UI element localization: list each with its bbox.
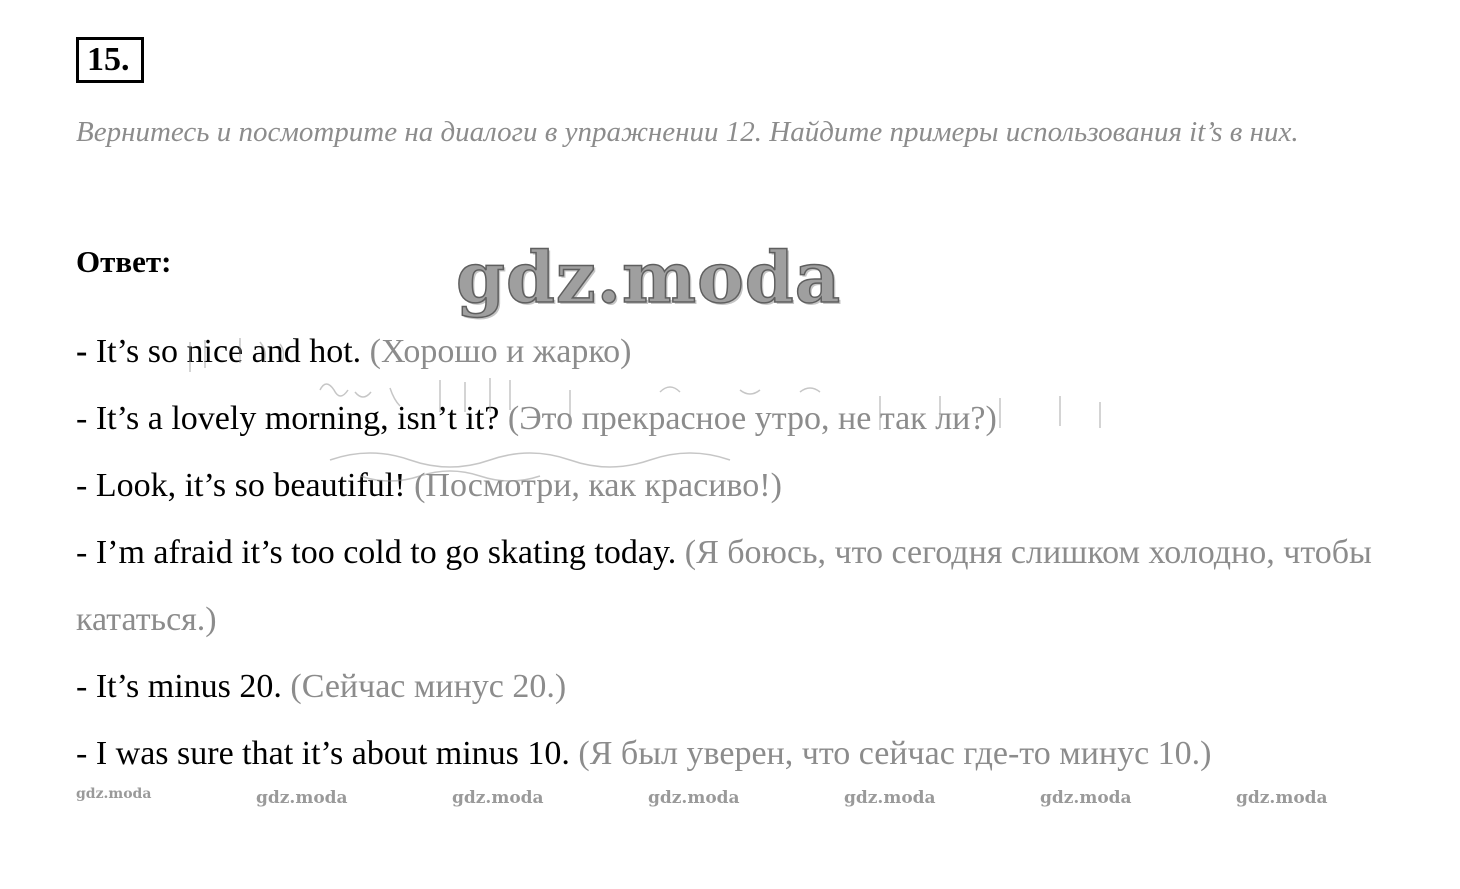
watermark-logo: gdz.moda <box>456 236 842 319</box>
answer-line <box>76 519 1376 653</box>
answer-line <box>76 720 1376 787</box>
watermark-text: gdz.moda <box>648 788 740 808</box>
answer-english: It’s so nice and hot. <box>87 333 362 370</box>
watermark-text: gdz.moda <box>844 788 936 808</box>
watermark-text: gdz.moda <box>76 786 152 802</box>
watermark-text: gdz.moda <box>256 788 348 808</box>
watermark-text: gdz.moda <box>1236 788 1328 808</box>
answer-translation: (Хорошо и жарко) <box>361 333 632 370</box>
answer-dash: - <box>76 735 88 772</box>
watermark-text: gdz.moda <box>452 788 544 808</box>
answer-english: Look, it’s so beautiful! <box>87 467 406 504</box>
watermark-text: gdz.moda <box>1040 788 1132 808</box>
answer-english: It’s minus 20. <box>87 668 282 705</box>
exercise-instruction: Вернитесь и посмотрите на диалоги в упражнении 12. Найдите примеры использования it’s в них. <box>76 116 1299 148</box>
answer-dash: - <box>76 668 88 705</box>
answer-translation: (Я боюсь, что сегодня слишком холодно, чтобы кататься.) <box>76 534 1372 638</box>
answer-list <box>76 318 1376 787</box>
answer-label: Ответ: <box>76 244 172 279</box>
answer-line <box>76 653 1376 720</box>
answer-translation: (Я был уверен, что сейчас где-то минус 10.) <box>569 735 1212 772</box>
answer-line <box>76 452 1376 519</box>
exercise-number: 15. <box>76 37 144 83</box>
answer-dash: - <box>76 534 88 571</box>
answer-line <box>76 318 1376 385</box>
answer-dash: - <box>76 333 88 370</box>
watermark-row <box>0 786 1460 812</box>
answer-translation: (Сейчас минус 20.) <box>281 668 567 705</box>
answer-translation: (Это прекрасное утро, не так ли?) <box>499 400 997 437</box>
answer-dash: - <box>76 467 88 504</box>
answer-dash: - <box>76 400 88 437</box>
answer-english: I’m afraid it’s too cold to go skating today. <box>87 534 677 571</box>
answer-english: It’s a lovely morning, isn’t it? <box>87 400 500 437</box>
answer-english: I was sure that it’s about minus 10. <box>87 735 570 772</box>
answer-line <box>76 385 1376 452</box>
answer-translation: (Посмотри, как красиво!) <box>405 467 782 504</box>
